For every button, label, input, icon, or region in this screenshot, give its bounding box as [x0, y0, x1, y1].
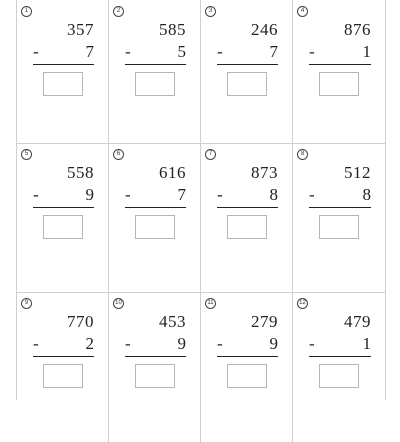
answer-box[interactable] — [319, 215, 359, 239]
problem-number-badge: 2 — [113, 6, 124, 17]
subtrahend-row — [33, 334, 94, 354]
answer-box[interactable] — [227, 364, 267, 388]
minuend: 479 — [344, 312, 371, 331]
minus-sign: - — [309, 185, 315, 204]
minus-sign: - — [309, 42, 315, 61]
problem-cell-3 — [201, 0, 293, 143]
subtrahend: 8 — [269, 185, 278, 204]
answer-line — [125, 207, 186, 208]
answer-line — [309, 64, 371, 65]
answer-line — [33, 64, 94, 65]
answer-box[interactable] — [319, 72, 359, 96]
answer-box[interactable] — [135, 215, 175, 239]
answer-line — [125, 64, 186, 65]
subtrahend-row — [125, 42, 186, 62]
answer-box[interactable] — [319, 364, 359, 388]
minuend: 873 — [251, 163, 278, 182]
subtrahend-row — [33, 185, 94, 205]
problem-cell-7 — [201, 143, 293, 292]
answer-box[interactable] — [227, 72, 267, 96]
problem-number-badge: 11 — [205, 298, 216, 309]
minuend: 770 — [67, 312, 94, 331]
problem-number-badge: 4 — [297, 6, 308, 17]
subtrahend-row — [309, 185, 371, 205]
problem-number-badge: 7 — [205, 149, 216, 160]
answer-line — [217, 356, 278, 357]
subtrahend: 7 — [269, 42, 278, 61]
problem-cell-10 — [109, 292, 201, 442]
minuend: 357 — [67, 20, 94, 39]
problem-number-badge: 1 — [21, 6, 32, 17]
subtrahend: 9 — [177, 334, 186, 353]
subtrahend-row — [33, 42, 94, 62]
problem-cell-2 — [109, 0, 201, 143]
answer-line — [217, 64, 278, 65]
minus-sign: - — [125, 42, 131, 61]
subtrahend-row — [217, 334, 278, 354]
subtrahend: 1 — [362, 334, 371, 353]
problem-number-badge: 3 — [205, 6, 216, 17]
problem-cell-6 — [109, 143, 201, 292]
minus-sign: - — [217, 334, 223, 353]
minuend: 558 — [67, 163, 94, 182]
answer-box[interactable] — [43, 72, 83, 96]
problem-cell-12 — [293, 292, 385, 442]
minus-sign: - — [33, 334, 39, 353]
problem-number-badge: 5 — [21, 149, 32, 160]
problem-number-badge: 12 — [297, 298, 308, 309]
minuend: 876 — [344, 20, 371, 39]
subtrahend: 7 — [85, 42, 94, 61]
answer-line — [217, 207, 278, 208]
subtrahend: 9 — [269, 334, 278, 353]
subtraction-worksheet — [16, 0, 386, 400]
problem-number-badge: 10 — [113, 298, 124, 309]
problem-cell-9 — [17, 292, 109, 442]
minus-sign: - — [217, 42, 223, 61]
subtrahend-row — [125, 334, 186, 354]
subtrahend-row — [309, 42, 371, 62]
minus-sign: - — [33, 185, 39, 204]
subtrahend-row — [309, 334, 371, 354]
minus-sign: - — [125, 185, 131, 204]
subtrahend: 9 — [85, 185, 94, 204]
answer-line — [33, 207, 94, 208]
answer-box[interactable] — [43, 364, 83, 388]
answer-line — [309, 356, 371, 357]
answer-line — [33, 356, 94, 357]
answer-line — [125, 356, 186, 357]
answer-box[interactable] — [227, 215, 267, 239]
minuend: 279 — [251, 312, 278, 331]
subtrahend-row — [217, 185, 278, 205]
problem-cell-5 — [17, 143, 109, 292]
problem-cell-1 — [17, 0, 109, 143]
subtrahend-row — [217, 42, 278, 62]
minuend: 246 — [251, 20, 278, 39]
subtrahend: 7 — [177, 185, 186, 204]
answer-box[interactable] — [43, 215, 83, 239]
answer-line — [309, 207, 371, 208]
problem-cell-4 — [293, 0, 385, 143]
problem-row-2 — [17, 143, 385, 293]
problem-row-3 — [17, 292, 385, 442]
minuend: 616 — [159, 163, 186, 182]
problem-number-badge: 8 — [297, 149, 308, 160]
minuend: 585 — [159, 20, 186, 39]
subtrahend-row — [125, 185, 186, 205]
problem-number-badge: 6 — [113, 149, 124, 160]
problem-number-badge: 9 — [21, 298, 32, 309]
problem-cell-8 — [293, 143, 385, 292]
minuend: 453 — [159, 312, 186, 331]
minuend: 512 — [344, 163, 371, 182]
subtrahend: 5 — [177, 42, 186, 61]
minus-sign: - — [33, 42, 39, 61]
minus-sign: - — [309, 334, 315, 353]
answer-box[interactable] — [135, 364, 175, 388]
minus-sign: - — [217, 185, 223, 204]
subtrahend: 8 — [362, 185, 371, 204]
answer-box[interactable] — [135, 72, 175, 96]
problem-row-1 — [17, 0, 385, 144]
subtrahend: 2 — [85, 334, 94, 353]
subtrahend: 1 — [362, 42, 371, 61]
minus-sign: - — [125, 334, 131, 353]
problem-cell-11 — [201, 292, 293, 442]
